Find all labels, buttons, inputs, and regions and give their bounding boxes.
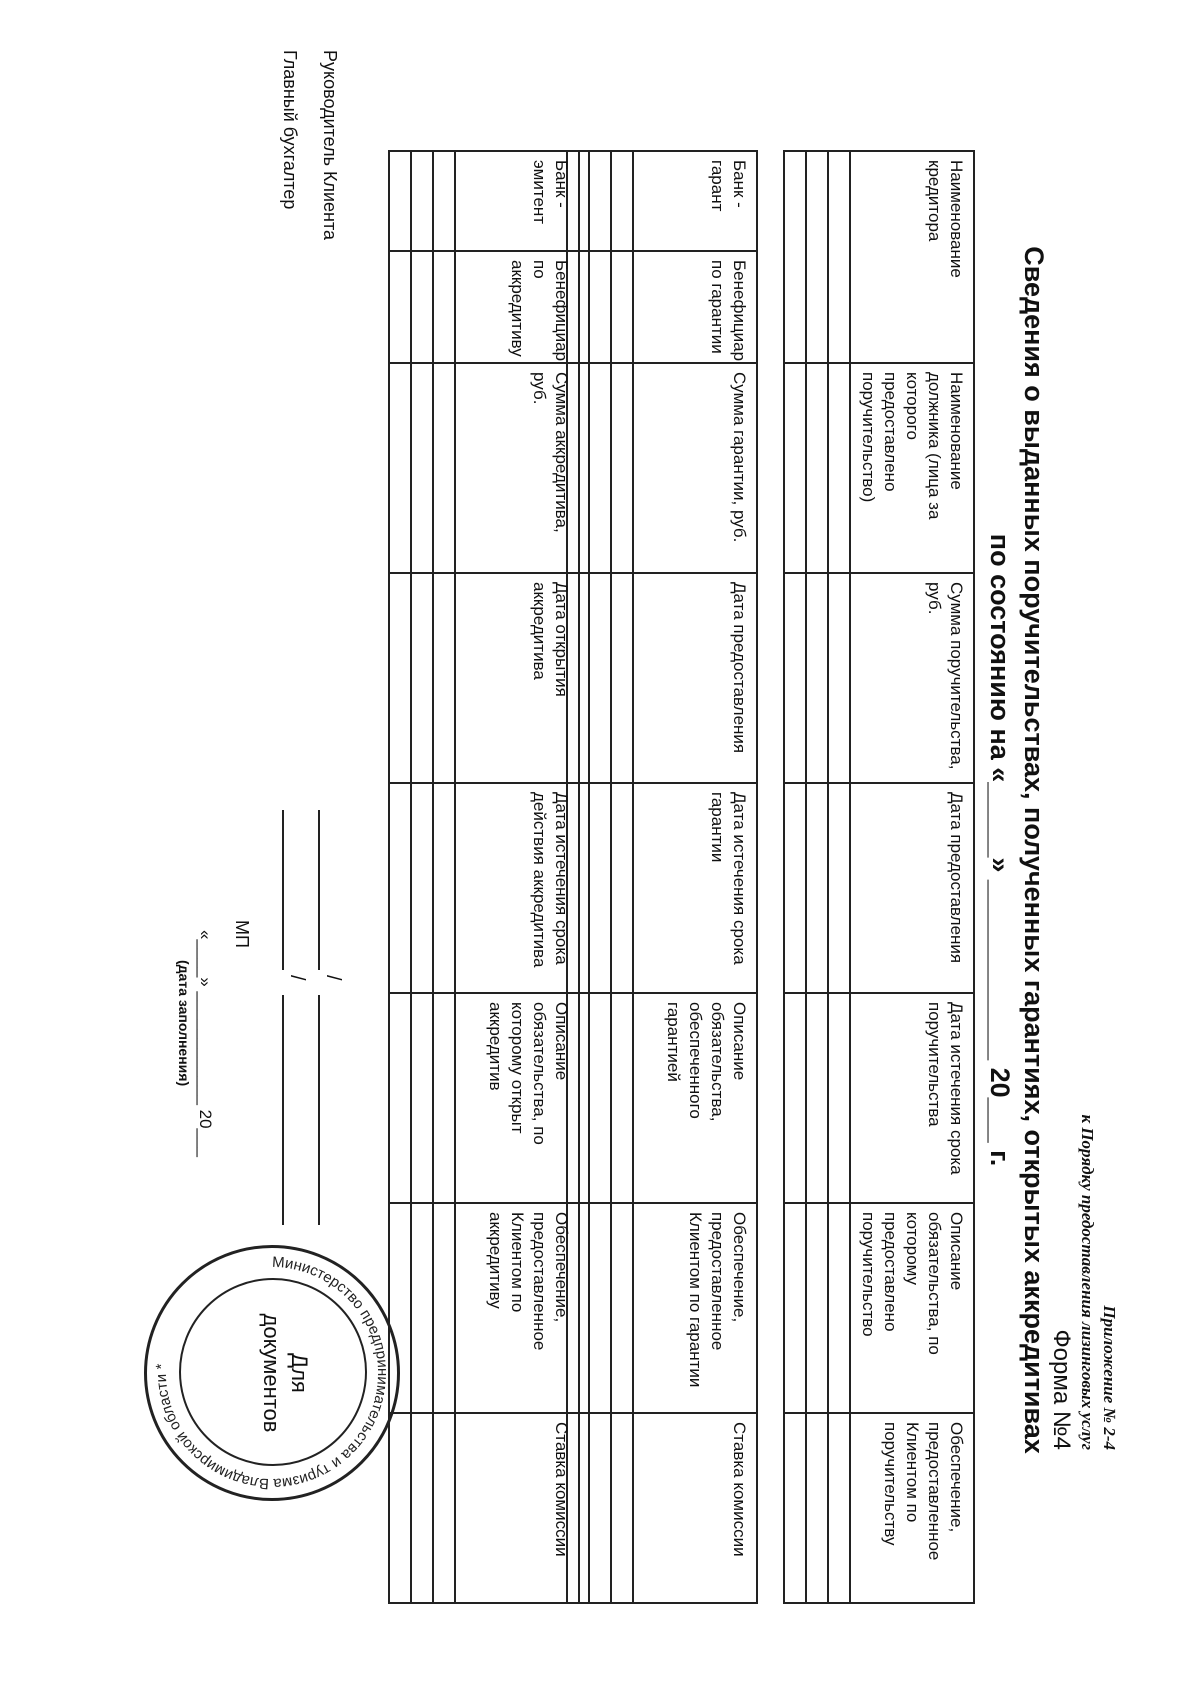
mp-label: МП: [232, 920, 252, 948]
head-name-line[interactable]: [318, 995, 320, 1225]
letters-of-credit-table: [388, 150, 580, 1604]
stamp-ring-text: Министерство предпринимательства и туризма Владимирской области *: [152, 1253, 392, 1493]
appendix-note: [1076, 750, 1120, 1450]
cell[interactable]: [828, 993, 850, 1203]
head-of-client-label: Руководитель Клиента: [320, 50, 340, 241]
cell[interactable]: [806, 1203, 828, 1413]
cell[interactable]: [389, 363, 411, 573]
header-cell: Наименование должника (лица за которого предоставлено поручительство): [850, 363, 974, 573]
header-cell: Описание обязательства, по которому открыт аккредитив: [455, 993, 579, 1203]
form-number: Форма №4: [1048, 1329, 1075, 1450]
header-cell: Обеспечение, предоставленное Клиентом по аккредитиву: [455, 1203, 579, 1413]
cell[interactable]: [611, 573, 633, 783]
appendix-line-2: к Порядку предоставления лизинговых услуг: [1078, 1114, 1097, 1450]
cell[interactable]: [411, 151, 433, 251]
table-row: [411, 151, 433, 1603]
cell[interactable]: [411, 251, 433, 363]
cell[interactable]: [389, 783, 411, 993]
page-subtitle: по состоянию на «_____» ____________ 20___ г.: [985, 533, 1015, 1167]
cell[interactable]: [611, 783, 633, 993]
header-cell: Дата истечения срока поручительства: [850, 993, 974, 1203]
page-title: Сведения о выданных поручительствах, полученных гарантиях, открытых аккредитивах: [1019, 246, 1049, 1454]
cell[interactable]: [784, 783, 806, 993]
cell[interactable]: [806, 783, 828, 993]
slash: /: [286, 975, 308, 981]
cell[interactable]: [784, 151, 806, 363]
cell[interactable]: [433, 363, 455, 573]
slash: /: [322, 975, 344, 981]
header-cell: Дата предоставления: [633, 573, 757, 783]
appendix-line-1: Приложение № 2-4: [1100, 1305, 1119, 1450]
cell[interactable]: [433, 1203, 455, 1413]
cell[interactable]: [828, 151, 850, 363]
cell[interactable]: [433, 251, 455, 363]
cell[interactable]: [411, 1413, 433, 1603]
stamp-center-line-2: документов: [259, 1313, 284, 1433]
cell[interactable]: [589, 993, 611, 1203]
cell[interactable]: [589, 783, 611, 993]
cell[interactable]: [784, 1413, 806, 1603]
cell[interactable]: [411, 993, 433, 1203]
organization-stamp: [144, 1245, 400, 1501]
cell[interactable]: [389, 151, 411, 251]
header-cell: Ставка комиссии: [633, 1413, 757, 1603]
cell[interactable]: [411, 1203, 433, 1413]
table-row: [828, 151, 850, 1603]
cell[interactable]: [806, 1413, 828, 1603]
cell[interactable]: [589, 151, 611, 251]
table-header-row: [850, 151, 974, 1603]
table-row: [611, 151, 633, 1603]
cell[interactable]: [828, 573, 850, 783]
fill-date-line[interactable]: «____» ____________ 20___: [196, 930, 215, 1157]
accountant-name-line[interactable]: [282, 995, 284, 1225]
cell[interactable]: [611, 1203, 633, 1413]
accountant-signature-line[interactable]: [282, 810, 284, 970]
cell[interactable]: [828, 363, 850, 573]
table-row: [589, 151, 611, 1603]
rotated-page: [140, 50, 1140, 1650]
cell[interactable]: [433, 783, 455, 993]
guarantees-table: [566, 150, 758, 1604]
header-cell: Сумма поручительства, руб.: [850, 573, 974, 783]
cell[interactable]: [433, 993, 455, 1203]
chief-accountant-label: Главный бухгалтер: [280, 50, 300, 210]
header-cell: Сумма гарантии, руб.: [633, 363, 757, 573]
cell[interactable]: [784, 363, 806, 573]
table-header-row: [455, 151, 579, 1603]
sureties-table: [783, 150, 975, 1604]
header-cell: Описание обязательства, по которому предоставлено поручительство: [850, 1203, 974, 1413]
cell[interactable]: [611, 251, 633, 363]
cell[interactable]: [806, 363, 828, 573]
cell[interactable]: [611, 363, 633, 573]
cell[interactable]: [828, 1413, 850, 1603]
header-cell: Наименование кредитора: [850, 151, 974, 363]
cell[interactable]: [433, 151, 455, 251]
cell[interactable]: [784, 573, 806, 783]
table-row: [806, 151, 828, 1603]
cell[interactable]: [589, 363, 611, 573]
cell[interactable]: [433, 1413, 455, 1603]
cell[interactable]: [589, 1413, 611, 1603]
cell[interactable]: [828, 1203, 850, 1413]
cell[interactable]: [433, 573, 455, 783]
cell[interactable]: [589, 1203, 611, 1413]
header-cell: Бенефициар по аккредитиву: [455, 251, 579, 363]
table-row: [433, 151, 455, 1603]
cell[interactable]: [389, 251, 411, 363]
cell[interactable]: [828, 783, 850, 993]
header-cell: Ставка комиссии: [455, 1413, 579, 1603]
header-cell: Банк - гарант: [633, 151, 757, 251]
cell[interactable]: [611, 151, 633, 251]
fill-date-caption: (дата заполнения): [176, 960, 192, 1087]
table-row: [784, 151, 806, 1603]
cell[interactable]: [411, 363, 433, 573]
table-header-row: [633, 151, 757, 1603]
cell[interactable]: [806, 151, 828, 363]
header-cell: Дата предоставления: [850, 783, 974, 993]
head-signature-line[interactable]: [318, 810, 320, 970]
header-cell: Обеспечение, предоставленное Клиентом по поручительству: [850, 1413, 974, 1603]
cell[interactable]: [611, 993, 633, 1203]
stamp-center-line-1: Для: [287, 1353, 312, 1393]
header-cell: Сумма аккредитива, руб.: [455, 363, 579, 573]
header-cell: Дата истечения срока гарантии: [633, 783, 757, 993]
header-cell: Бенефициар по гарантии: [633, 251, 757, 363]
cell[interactable]: [611, 1413, 633, 1603]
cell[interactable]: [806, 573, 828, 783]
header-cell: Описание обязательства, обеспеченного гарантией: [633, 993, 757, 1203]
header-cell: Обеспечение, предоставленное Клиентом по гарантии: [633, 1203, 757, 1413]
header-cell: Дата истечения срока действия аккредитива: [455, 783, 579, 993]
cell[interactable]: [411, 783, 433, 993]
cell[interactable]: [389, 573, 411, 783]
cell[interactable]: [411, 573, 433, 783]
cell[interactable]: [589, 573, 611, 783]
header-cell: Дата открытия аккредитива: [455, 573, 579, 783]
cell[interactable]: [389, 993, 411, 1203]
cell[interactable]: [589, 251, 611, 363]
cell[interactable]: [784, 993, 806, 1203]
cell[interactable]: [784, 1203, 806, 1413]
header-cell: Банк - эмитент: [455, 151, 579, 251]
cell[interactable]: [806, 993, 828, 1203]
